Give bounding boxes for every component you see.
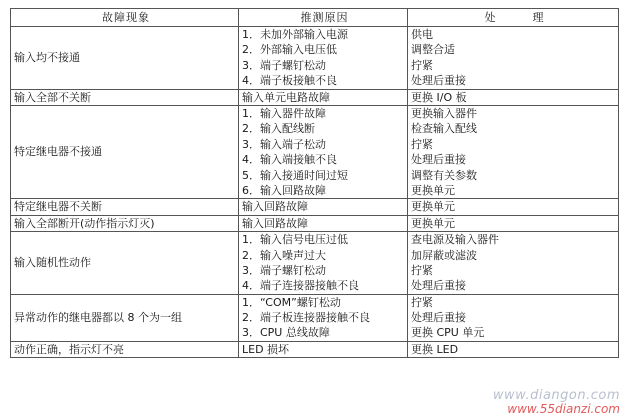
cause-line: 输入单元电路故障 <box>242 90 330 104</box>
cause-line: 1．输入信号电压过低 <box>242 233 348 247</box>
cause-line: 4．输入端接触不良 <box>242 153 337 167</box>
cause-line: 5．输入接通时间过短 <box>242 168 348 182</box>
cause-line: 输入回路故障 <box>242 216 308 230</box>
fault-phenomenon: 输入均不接通 <box>11 27 239 90</box>
fault-actions <box>408 215 619 231</box>
table-row <box>11 105 619 198</box>
fault-actions <box>408 232 619 295</box>
fault-causes <box>239 199 408 215</box>
cause-line: 输入回路故障 <box>242 200 308 214</box>
fault-causes <box>239 215 408 231</box>
action-line: 更换输入器件 <box>411 106 477 120</box>
action-line: 检查输入配线 <box>411 122 477 136</box>
fault-phenomenon: 异常动作的继电器都以 8 个为一组 <box>11 294 239 341</box>
action-line: 加屏蔽或滤波 <box>411 248 477 262</box>
action-line: 拧紧 <box>411 295 433 309</box>
fault-table <box>10 8 619 358</box>
fault-actions <box>408 199 619 215</box>
action-line: 拧紧 <box>411 263 433 277</box>
fault-actions <box>408 105 619 198</box>
action-line: 供电 <box>411 28 433 41</box>
cause-line: 2．外部输入电压低 <box>242 43 337 57</box>
action-line: 更换单元 <box>411 183 455 197</box>
cause-line: 2．端子板连接器接触不良 <box>242 311 370 325</box>
cause-line: 1．“COM”螺钉松动 <box>242 295 341 309</box>
action-line: 更换 CPU 单元 <box>411 326 485 340</box>
cause-line: 3．输入端子松动 <box>242 137 326 151</box>
table-row <box>11 232 619 295</box>
cause-line: 2．输入噪声过大 <box>242 248 326 262</box>
action-line: 更换 LED <box>411 342 459 356</box>
action-line: 拧紧 <box>411 137 433 151</box>
action-line: 查电源及输入器件 <box>411 233 499 247</box>
cause-line: 4．端子连接器接触不良 <box>242 279 359 293</box>
action-line: 调整有关参数 <box>411 168 477 182</box>
cause-line: 4．端子板接触不良 <box>242 74 337 88</box>
fault-causes <box>239 232 408 295</box>
header-phenomenon: 故障现象 <box>11 9 239 27</box>
fault-actions <box>408 27 619 90</box>
action-line: 更换单元 <box>411 216 455 230</box>
fault-actions <box>408 341 619 357</box>
action-line: 处理后重接 <box>411 74 466 88</box>
action-line: 处理后重接 <box>411 311 466 325</box>
fault-phenomenon: 特定继电器不关断 <box>11 199 239 215</box>
action-line: 处理后重接 <box>411 279 466 293</box>
cause-line: 1．输入器件故障 <box>242 106 326 120</box>
cause-line: 3．端子螺钉松动 <box>242 263 326 277</box>
table-row <box>11 341 619 357</box>
fault-causes <box>239 341 408 357</box>
header-action: 处 理 <box>408 9 619 27</box>
header-row <box>11 9 619 27</box>
action-line: 更换 I/O 板 <box>411 90 467 104</box>
action-line: 处理后重接 <box>411 153 466 167</box>
cause-line: LED 损坏 <box>242 342 290 356</box>
fault-phenomenon: 动作正确，指示灯不亮 <box>11 341 239 357</box>
cause-line: 6．输入回路故障 <box>242 183 326 197</box>
table-row <box>11 89 619 105</box>
fault-causes <box>239 27 408 90</box>
fault-actions <box>408 294 619 341</box>
watermark-diangon: www.diangon.com <box>492 388 620 403</box>
cause-line: 3．CPU 总线故障 <box>242 326 330 340</box>
header-cause: 推测原因 <box>239 9 408 27</box>
watermark-55dianzi: www.55dianzi.com <box>507 402 620 416</box>
fault-table-body <box>11 27 619 358</box>
action-line: 拧紧 <box>411 58 433 72</box>
table-row <box>11 215 619 231</box>
fault-phenomenon: 输入全部断开(动作指示灯灭) <box>11 215 239 231</box>
cause-line: 1．未加外部输入电源 <box>242 28 348 41</box>
table-row <box>11 27 619 90</box>
fault-phenomenon: 特定继电器不接通 <box>11 105 239 198</box>
fault-causes <box>239 294 408 341</box>
fault-actions <box>408 89 619 105</box>
cause-line: 2．输入配线断 <box>242 122 315 136</box>
fault-causes <box>239 89 408 105</box>
action-line: 更换单元 <box>411 200 455 214</box>
fault-phenomenon: 输入全部不关断 <box>11 89 239 105</box>
fault-causes <box>239 105 408 198</box>
action-line: 调整合适 <box>411 43 455 57</box>
fault-phenomenon: 输入随机性动作 <box>11 232 239 295</box>
table-row <box>11 199 619 215</box>
cause-line: 3．端子螺钉松动 <box>242 58 326 72</box>
table-row <box>11 294 619 341</box>
